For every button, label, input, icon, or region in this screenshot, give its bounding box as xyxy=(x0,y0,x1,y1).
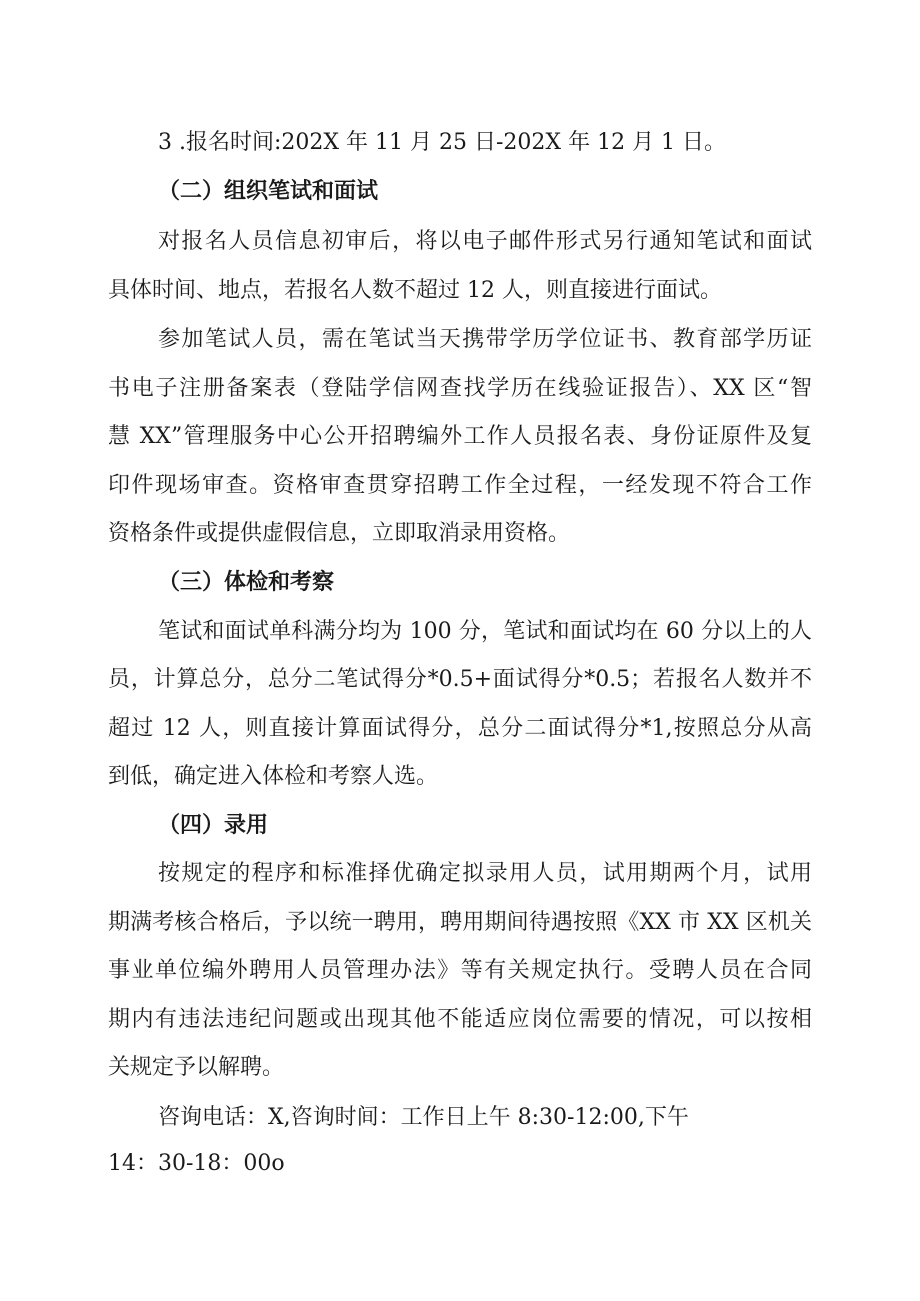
paragraph-line: 期内有违法违纪问题或出现其他不能适应岗位需要的情况，可以按相 xyxy=(108,1007,812,1032)
paragraph-line: 慧 XX”管理服务中心公开招聘编外工作人员报名表、身份证原件及复 xyxy=(108,424,812,449)
paragraph-line: 资格条件或提供虚假信息，立即取消录用资格。 xyxy=(108,521,571,546)
paragraph-line: 书电子注册备案表（登陆学信网查找学历在线验证报告）、XX 区“智 xyxy=(108,376,812,401)
paragraph-line: 期满考核合格后，予以统一聘用，聘用期间待遇按照《XX 市 XX 区机关 xyxy=(108,910,812,935)
section-heading-employment: （四）录用 xyxy=(158,812,269,838)
paragraph-line: 员，计算总分，总分二笔试得分*0.5+面试得分*0.5；若报名人数并不 xyxy=(108,667,812,692)
paragraph-line: 关规定予以解聘。 xyxy=(108,1055,285,1080)
paragraph-line: 超过 12 人，则直接计算面试得分，总分二面试得分*1,按照总分从高 xyxy=(108,716,812,741)
section-heading-written-and-interview: （二）组织笔试和面试 xyxy=(158,178,379,204)
paragraph-line: 事业单位编外聘用人员管理办法》等有关规定执行。受聘人员在合同 xyxy=(108,958,812,983)
contact-hours-line: 14：30-18：00o xyxy=(108,1151,285,1176)
registration-time-text: 3 .报名时间:202X 年 11 月 25 日-202X 年 12 月 1 日。 xyxy=(158,130,727,155)
paragraph-line: 对报名人员信息初审后，将以电子邮件形式另行通知笔试和面试 xyxy=(158,229,812,254)
paragraph-line: 按规定的程序和标准择优确定拟录用人员，试用期两个月，试用 xyxy=(158,861,812,886)
section-heading-medical-and-assessment: （三）体检和考察 xyxy=(158,569,335,595)
paragraph-line: 到低，确定进入体检和考察人选。 xyxy=(108,764,439,789)
paragraph-line: 印件现场审查。资格审查贯穿招聘工作全过程，一经发现不符合工作 xyxy=(108,473,812,498)
contact-info-line: 咨询电话：X,咨询时间：工作日上午 8:30-12:00,下午 xyxy=(158,1105,689,1130)
paragraph-line: 参加笔试人员，需在笔试当天携带学历学位证书、教育部学历证 xyxy=(158,327,812,352)
paragraph-line: 笔试和面试单科满分均为 100 分，笔试和面试均在 60 分以上的人 xyxy=(158,619,812,644)
paragraph-line: 具体时间、地点，若报名人数不超过 12 人，则直接进行面试。 xyxy=(108,278,722,303)
